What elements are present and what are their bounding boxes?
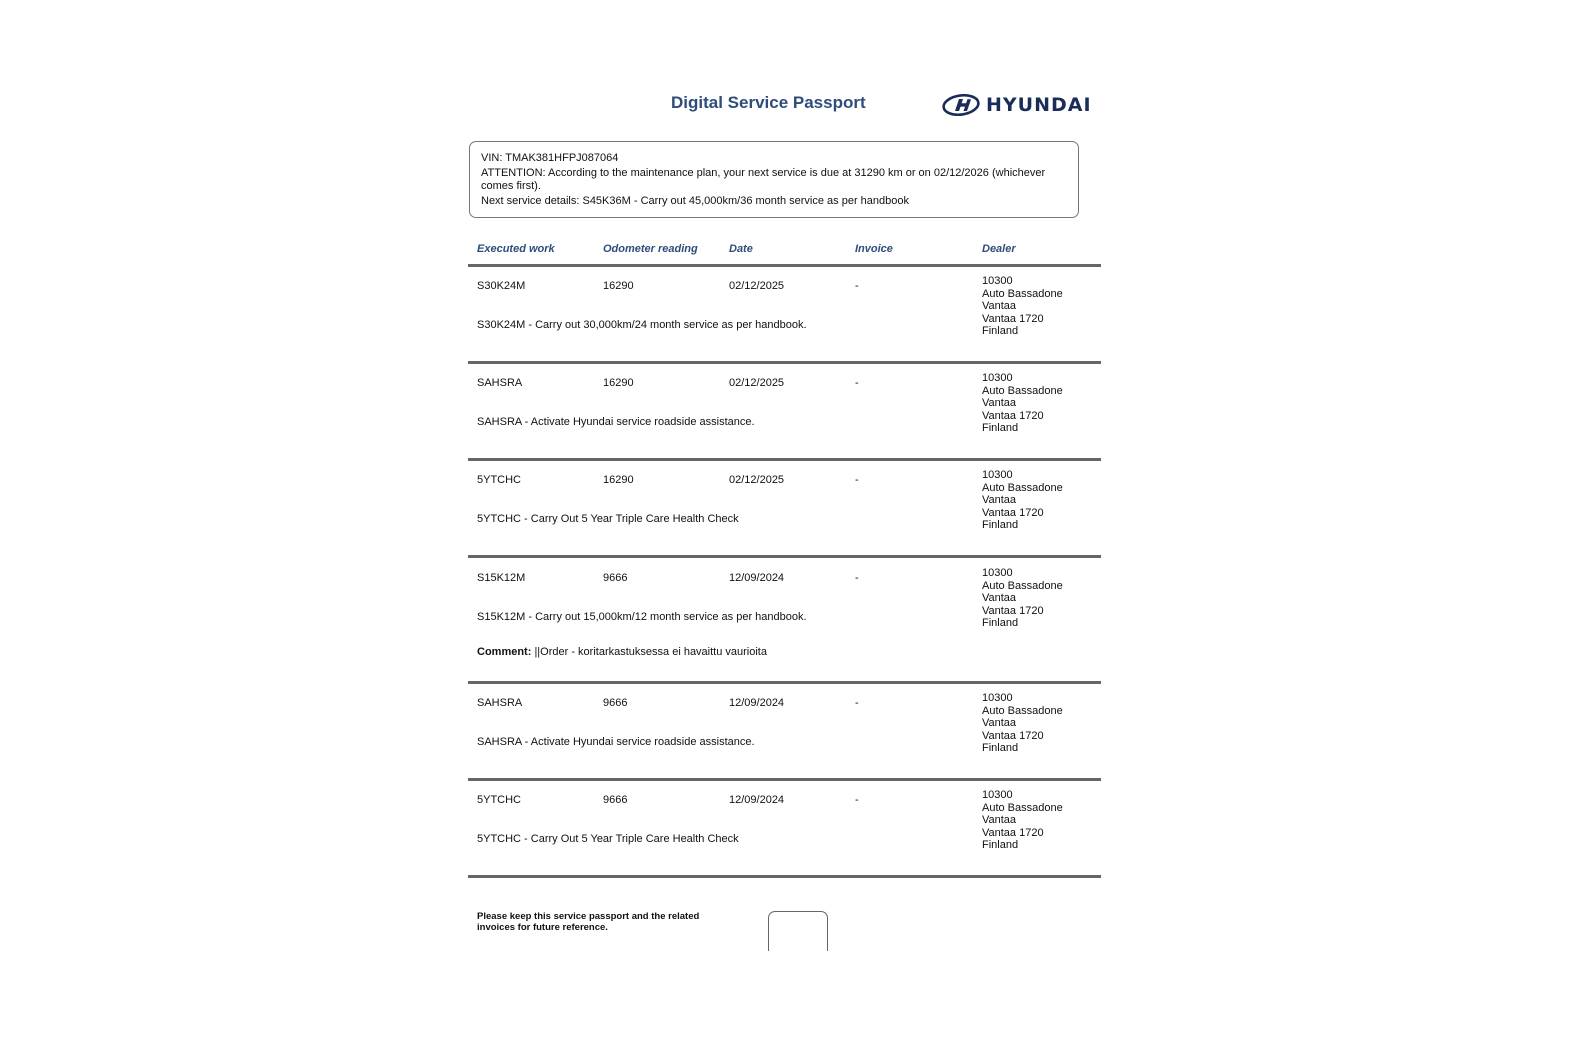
column-header-executed-work: Executed work xyxy=(477,243,555,255)
work-description: 5YTCHC - Carry Out 5 Year Triple Care Health Check xyxy=(477,833,739,845)
dealer-line: 10300 xyxy=(982,567,1013,579)
service-date: 12/09/2024 xyxy=(729,697,785,709)
dealer-line: Vantaa 1720 xyxy=(982,409,1044,422)
work-description: 5YTCHC - Carry Out 5 Year Triple Care Health Check xyxy=(477,513,739,525)
dealer-line: Auto Bassadone xyxy=(982,481,1063,494)
odometer-reading: 16290 xyxy=(603,377,634,389)
work-description: SAHSRA - Activate Hyundai service roadside assistance. xyxy=(477,416,755,428)
invoice-value: - xyxy=(855,794,859,806)
dealer-address xyxy=(982,692,1063,755)
executed-work-code: SAHSRA xyxy=(477,377,523,389)
hyundai-emblem-icon xyxy=(942,94,980,116)
dealer-line: Vantaa xyxy=(982,592,1017,605)
dealer-line: Auto Bassadone xyxy=(982,704,1063,717)
dealer-line: Auto Bassadone xyxy=(982,579,1063,592)
dealer-line: Auto Bassadone xyxy=(982,384,1063,397)
vin-text: VIN: TMAK381HFPJ087064 xyxy=(481,152,619,164)
dealer-line: 10300 xyxy=(982,275,1013,287)
odometer-reading: 9666 xyxy=(603,697,628,709)
dealer-line: Vantaa 1720 xyxy=(982,312,1044,325)
dealer-address xyxy=(982,789,1063,852)
dealer-line: Finland xyxy=(982,519,1019,532)
executed-work-code: S30K24M xyxy=(477,280,526,292)
dealer-line: 10300 xyxy=(982,789,1013,801)
service-date: 02/12/2025 xyxy=(729,377,785,389)
invoice-value: - xyxy=(855,474,859,486)
column-header-invoice: Invoice xyxy=(855,243,893,255)
odometer-reading: 16290 xyxy=(603,474,634,486)
hyundai-logo xyxy=(942,94,1092,116)
dealer-line: Vantaa xyxy=(982,300,1017,313)
dealer-line: Vantaa xyxy=(982,814,1017,827)
dealer-line: Finland xyxy=(982,325,1019,338)
dealer-line: 10300 xyxy=(982,372,1013,384)
work-comment xyxy=(477,646,767,658)
dealer-line: 10300 xyxy=(982,692,1013,704)
dealer-line: Finland xyxy=(982,617,1019,630)
invoice-value: - xyxy=(855,572,859,584)
comment-text: ||Order - koritarkastuksessa ei havaittu vaurioita xyxy=(534,646,767,658)
column-header-date: Date xyxy=(729,243,753,255)
dealer-line: Auto Bassadone xyxy=(982,801,1063,814)
stamp-box xyxy=(768,911,828,951)
executed-work-code: 5YTCHC xyxy=(477,474,522,486)
header-divider xyxy=(468,264,1101,267)
dealer-address xyxy=(982,567,1063,630)
brand-name: HYUNDAI xyxy=(986,93,1092,116)
executed-work-code: SAHSRA xyxy=(477,697,523,709)
row-divider xyxy=(468,555,1101,558)
executed-work-code: 5YTCHC xyxy=(477,794,522,806)
dealer-line: Vantaa 1720 xyxy=(982,604,1044,617)
column-header-dealer: Dealer xyxy=(982,243,1016,255)
row-divider xyxy=(468,458,1101,461)
service-date: 02/12/2025 xyxy=(729,280,785,292)
dealer-line: Finland xyxy=(982,839,1019,852)
odometer-reading: 16290 xyxy=(603,280,634,292)
comment-label: Comment: xyxy=(477,646,532,658)
service-date: 12/09/2024 xyxy=(729,794,785,806)
dealer-line: Vantaa xyxy=(982,397,1017,410)
dealer-line: Finland xyxy=(982,742,1019,755)
invoice-value: - xyxy=(855,377,859,389)
invoice-value: - xyxy=(855,280,859,292)
column-header-odometer: Odometer reading xyxy=(603,243,698,255)
work-description: SAHSRA - Activate Hyundai service roadside assistance. xyxy=(477,736,755,748)
invoice-value: - xyxy=(855,697,859,709)
table-header xyxy=(468,243,1101,263)
work-description: S15K12M - Carry out 15,000km/12 month service as per handbook. xyxy=(477,611,807,623)
dealer-address xyxy=(982,275,1063,338)
dealer-address xyxy=(982,469,1063,532)
footer-note: Please keep this service passport and the related invoices for future reference. xyxy=(477,911,700,933)
dealer-line: 10300 xyxy=(982,469,1013,481)
next-service-text: Next service details: S45K36M - Carry out 45,000km/36 month service as per handbook xyxy=(481,194,909,207)
odometer-reading: 9666 xyxy=(603,572,628,584)
dealer-line: Vantaa 1720 xyxy=(982,729,1044,742)
service-passport-page xyxy=(468,0,1101,950)
service-date: 02/12/2025 xyxy=(729,474,785,486)
row-divider xyxy=(468,778,1101,781)
work-description: S30K24M - Carry out 30,000km/24 month service as per handbook. xyxy=(477,319,807,331)
row-divider xyxy=(468,361,1101,364)
dealer-line: Vantaa 1720 xyxy=(982,826,1044,839)
page-title: Digital Service Passport xyxy=(671,93,866,112)
next-service-info-box xyxy=(469,141,1079,218)
dealer-line: Vantaa xyxy=(982,717,1017,730)
executed-work-code: S15K12M xyxy=(477,572,526,584)
attention-text: ATTENTION: According to the maintenance plan, your next service is due at 31290 km or on 02/12/2026 (whichever comes first). xyxy=(481,166,1046,192)
table-bottom-divider xyxy=(468,875,1101,878)
service-date: 12/09/2024 xyxy=(729,572,785,584)
odometer-reading: 9666 xyxy=(603,794,628,806)
row-divider xyxy=(468,681,1101,684)
dealer-line: Auto Bassadone xyxy=(982,287,1063,300)
dealer-line: Vantaa xyxy=(982,494,1017,507)
dealer-line: Finland xyxy=(982,422,1019,435)
dealer-line: Vantaa 1720 xyxy=(982,506,1044,519)
dealer-address xyxy=(982,372,1063,435)
